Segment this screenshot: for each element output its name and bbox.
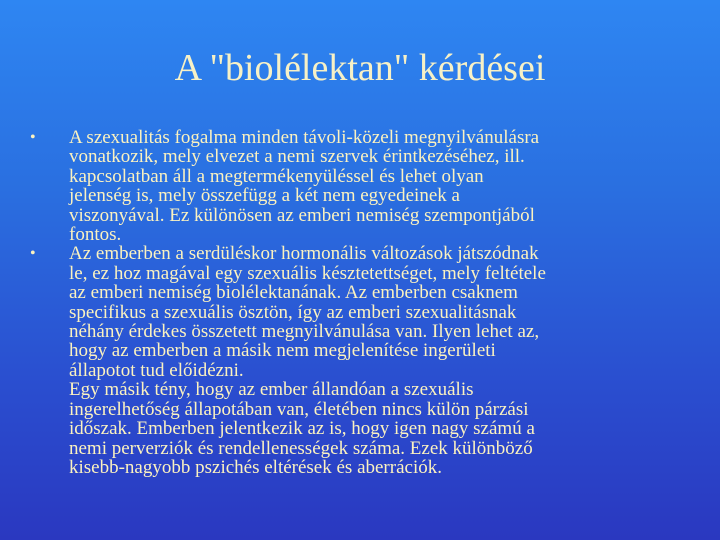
bullet-icon: • xyxy=(30,245,36,263)
bullet-item-2 xyxy=(30,244,690,477)
slide-title: A "biolélektan" kérdései xyxy=(174,47,546,89)
bullet-text-2: Az emberben a serdüléskor hormonális változások játszódnak le, ez hoz magával egy szexuális késztetettséget, mely feltétele az emberi nemiség biolélektanának. Az emberben csaknem specifikus a szexuális ösztön, így az emberi szexualitásnak néhány érdekes összetett megnyilvánulása van. Ilyen lehet az, hogy az emberben a másik nem megjelenítése ingerületi állapotot tud előidézni. Egy másik tény, hogy az ember állandóan a szexuális ingerelhetőség állapotában van, életében nincs külön párzási időszak. Emberben jelentkezik az is, hogy igen nagy számú a nemi perverziók és rendellenességek száma. Ezek különböző kisebb-nagyobb pszichés eltérések és aberrációk. xyxy=(69,243,546,478)
bullet-icon: • xyxy=(30,129,36,146)
bullet-item-1 xyxy=(30,128,690,244)
bullet-list xyxy=(30,128,690,477)
bullet-text-1: A szexualitás fogalma minden távoli-közeli megnyilvánulásra vonatkozik, mely elvezet a nemi szervek érintkezéséhez, ill. kapcsolatban áll a megtermékenyüléssel és lehet olyan jelenség is, mely összefügg a két nem egyedeinek a viszonyával. Ez különösen az emberi nemiség szempontjából fontos. xyxy=(69,127,540,246)
